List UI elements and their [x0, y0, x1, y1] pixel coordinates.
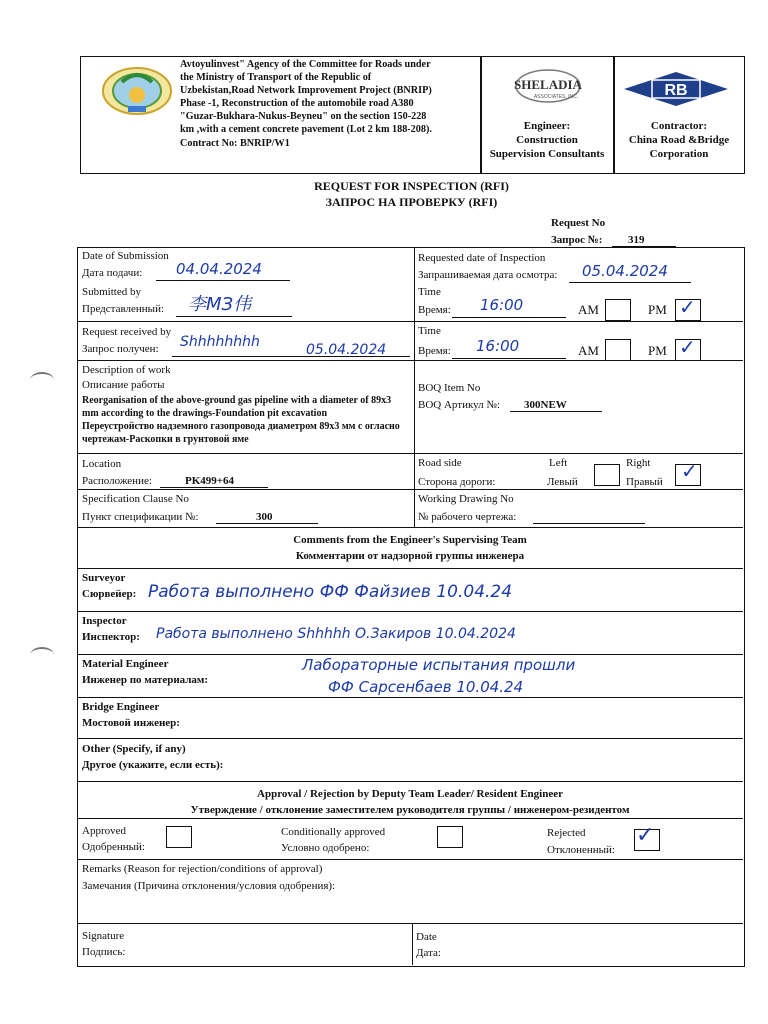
- spec-clause-value: 300: [256, 511, 273, 523]
- road-side-label-en: Road side: [418, 457, 462, 469]
- boq-label-ru: BOQ Артикул №:: [418, 399, 500, 411]
- time1-am-label: AM: [578, 302, 599, 317]
- left-label-ru: Левый: [547, 476, 578, 488]
- punch-hole: [30, 372, 54, 388]
- spec-clause-label-en: Specification Clause No: [82, 493, 189, 505]
- comments-title-ru: Комментарии от надзорной группы инженера: [295, 550, 525, 562]
- right-label-ru: Правый: [626, 476, 663, 488]
- date-submission-value[interactable]: 04.04.2024: [176, 260, 262, 278]
- received-by-signature[interactable]: Shhhhhhhh: [180, 334, 260, 350]
- svg-text:ASSOCIATES, INC.: ASSOCIATES, INC.: [533, 94, 579, 100]
- submitted-by-label-en: Submitted by: [82, 286, 141, 298]
- surveyor-label-en: Surveyor: [82, 572, 126, 584]
- received-by-label-ru: Запрос получен:: [82, 343, 159, 355]
- time2-am-label: AM: [578, 343, 599, 358]
- boq-label-en: BOQ Item No: [418, 382, 481, 394]
- surveyor-label-ru: Сюрвейер:: [82, 588, 137, 600]
- date-submission-label-ru: Дата подачи:: [82, 267, 143, 279]
- time2-pm-label: PM: [648, 343, 667, 358]
- conditional-label-en: Conditionally approved: [281, 826, 386, 838]
- description-label-en: Description of work: [82, 364, 171, 376]
- time1-pm-check-mark: ✓: [679, 295, 696, 319]
- signature-label-en: Signature: [82, 930, 125, 942]
- submitted-by-label-ru: Представленный:: [82, 303, 165, 315]
- date-label-ru: Дата:: [416, 947, 441, 959]
- working-drawing-label-ru: № рабочего чертежа:: [418, 511, 517, 523]
- spec-clause-label-ru: Пункт спецификации №:: [82, 511, 199, 523]
- time1-am-checkbox[interactable]: [605, 299, 631, 321]
- conditional-label-ru: Условно одобрено:: [281, 842, 370, 854]
- punch-hole: [30, 647, 54, 663]
- description-label-ru: Описание работы: [82, 379, 165, 391]
- approved-label-en: Approved: [82, 825, 126, 837]
- right-label-en: Right: [626, 457, 651, 469]
- contractor-label: Contractor: China Road &Bridge Corporation: [628, 120, 730, 160]
- bridge-engineer-label-en: Bridge Engineer: [82, 701, 160, 713]
- material-engineer-label-ru: Инженер по материалам:: [82, 674, 209, 686]
- form-title-ru: ЗАПРОС НА ПРОВЕРКУ (RFI): [325, 195, 498, 209]
- time2-label-en: Time: [418, 325, 441, 337]
- engineer-label: Engineer: Construction Supervision Consultants: [489, 120, 605, 160]
- submitted-by-signature[interactable]: 李МЗ伟: [188, 294, 252, 315]
- time1-value[interactable]: 16:00: [480, 296, 524, 314]
- description-text-en: Reorganisation of the above-ground gas pipeline with a diameter of 89x3 mm according to the drawings-Foundation pit excavation: [82, 395, 392, 419]
- request-no-value: 319: [628, 234, 645, 246]
- material-engineer-comment-line1[interactable]: Лабораторные испытания прошли: [302, 656, 576, 674]
- boq-value: 300NEW: [524, 399, 567, 411]
- inspector-label-en: Inspector: [82, 615, 127, 627]
- time1-pm-label: PM: [648, 302, 667, 317]
- time2-am-checkbox[interactable]: [605, 339, 631, 361]
- time1-label-ru: Время:: [418, 304, 451, 316]
- time2-value[interactable]: 16:00: [476, 337, 520, 355]
- rejected-label-en: Rejected: [547, 827, 586, 839]
- received-date-value[interactable]: 05.04.2024: [306, 342, 387, 358]
- remarks-label-en: Remarks (Reason for rejection/conditions of approval): [82, 863, 323, 875]
- road-side-label-ru: Сторона дороги:: [418, 476, 496, 488]
- rejected-check-mark: ✓: [636, 823, 655, 848]
- location-value: PK499+64: [185, 475, 235, 487]
- requested-date-label-en: Requested date of Inspection: [418, 252, 546, 264]
- uzbekistan-emblem-logo: [100, 64, 174, 116]
- svg-text:SHELADIA: SHELADIA: [514, 77, 582, 92]
- location-label-en: Location: [82, 458, 122, 470]
- received-by-label-en: Request received by: [82, 326, 172, 338]
- date-submission-label-en: Date of Submission: [82, 250, 169, 262]
- other-label-ru: Другое (укажите, если есть):: [82, 759, 224, 771]
- request-no-label-en: Request No: [551, 217, 606, 229]
- request-no-label-ru: Запрос №:: [551, 234, 603, 246]
- bridge-engineer-label-ru: Мостовой инженер:: [82, 717, 180, 729]
- time1-label-en: Time: [418, 286, 441, 298]
- material-engineer-comment-line2[interactable]: ФФ Сарсенбаев 10.04.24: [328, 678, 524, 696]
- date-label-en: Date: [416, 931, 437, 943]
- requested-date-value[interactable]: 05.04.2024: [582, 262, 668, 280]
- approved-checkbox[interactable]: [166, 826, 192, 848]
- left-side-checkbox[interactable]: [594, 464, 620, 486]
- requested-date-label-ru: Запрашиваемая дата осмотра:: [418, 269, 558, 281]
- rb-logo: [622, 70, 730, 108]
- inspector-comment[interactable]: Работа выполнено Shhhhh О.Закиров 10.04.2024: [156, 626, 516, 642]
- approval-title-ru: Утверждение / отклонение заместителем руководителя группы / инженером-резидентом: [190, 804, 630, 816]
- approved-label-ru: Одобренный:: [82, 841, 145, 853]
- signature-label-ru: Подпись:: [82, 946, 126, 958]
- other-label-en: Other (Specify, if any): [82, 743, 186, 755]
- description-text-ru: Переустройство надземного газопровода диаметром 89х3 мм с огласно чертежам-Раскопки в грунтовой яме: [82, 421, 400, 445]
- rejected-label-ru: Отклоненный:: [547, 844, 615, 856]
- comments-title-en: Comments from the Engineer's Supervising Team: [293, 534, 527, 546]
- form-title-en: REQUEST FOR INSPECTION (RFI): [314, 179, 509, 193]
- right-side-check-mark: ✓: [681, 459, 698, 483]
- location-label-ru: Расположение:: [82, 475, 152, 487]
- left-label-en: Left: [549, 457, 568, 469]
- inspector-label-ru: Инспектор:: [82, 631, 140, 643]
- project-description: Avtoyulinvest" Agency of the Committee for Roads under the Ministry of Transport of the Republic of Uzbekistan,Road Network Improvement Project (BNRIP) Phase -1, Reconstruction of the automobile road A380 "Guzar-Bukhara-Nukus-Beyneu" on the section 150-228 km ,with a cement concrete pavement (Lot 2 km 188-208). Contract No: BNRIP/W1: [180, 59, 432, 149]
- svg-text:RB: RB: [664, 82, 688, 99]
- surveyor-comment[interactable]: Работа выполнено ФФ Файзиев 10.04.24: [148, 582, 513, 602]
- sheladia-logo: [508, 68, 588, 104]
- conditional-checkbox[interactable]: [437, 826, 463, 848]
- time2-pm-check-mark: ✓: [679, 335, 696, 359]
- working-drawing-label-en: Working Drawing No: [418, 493, 514, 505]
- approval-title-en: Approval / Rejection by Deputy Team Leader/ Resident Engineer: [257, 788, 563, 800]
- time2-label-ru: Время:: [418, 345, 451, 357]
- material-engineer-label-en: Material Engineer: [82, 658, 169, 670]
- remarks-label-ru: Замечания (Причина отклонения/условия одобрения):: [82, 880, 336, 892]
